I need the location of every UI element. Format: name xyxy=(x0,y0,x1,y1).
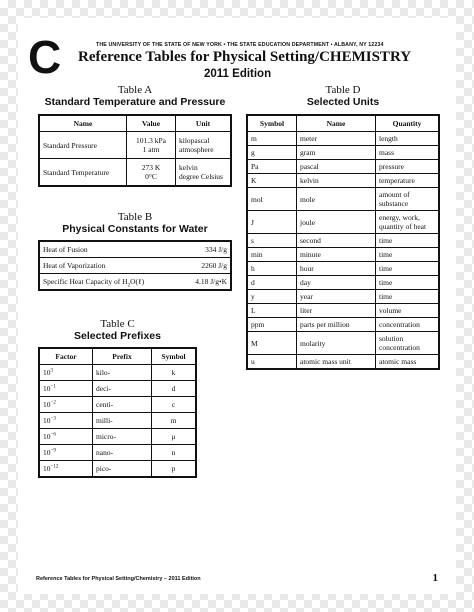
cell-prefix: nano- xyxy=(93,445,152,461)
factor-base: 10 xyxy=(43,400,51,409)
table-c-label: Table C xyxy=(100,318,135,330)
cell-name: pascal xyxy=(297,160,376,174)
cell-unit xyxy=(176,132,232,159)
table-c-header-row xyxy=(39,348,196,365)
cell-symbol: ppm xyxy=(247,318,297,332)
cell-name: second xyxy=(297,234,376,248)
cell-name: molarity xyxy=(297,332,376,355)
document-title: Reference Tables for Physical Setting/CHEMISTRY xyxy=(78,49,412,65)
table-row xyxy=(247,290,439,304)
table-row xyxy=(39,274,231,291)
table-row xyxy=(39,159,231,187)
cell-factor xyxy=(39,365,93,381)
cell-quantity: volume xyxy=(376,304,440,318)
cell-symbol: y xyxy=(247,290,297,304)
edition-label: 2011 Edition xyxy=(204,68,272,80)
factor-base: 10 xyxy=(43,432,51,441)
cell-prefix: kilo- xyxy=(93,365,152,381)
value-line: 101.3 kPa xyxy=(136,136,166,145)
cell-quantity: time xyxy=(376,262,440,276)
table-a-col-name: Name xyxy=(39,115,127,132)
cell-name: minute xyxy=(297,248,376,262)
cell-quantity: mass xyxy=(376,146,440,160)
cell-symbol: h xyxy=(247,262,297,276)
name-part: Specific Heat Capacity of H xyxy=(43,276,128,286)
cell-name: Standard Pressure xyxy=(39,132,127,159)
table-d-header-row xyxy=(247,115,439,132)
table-row xyxy=(247,174,439,188)
cell-factor xyxy=(39,461,93,478)
cell-quantity: time xyxy=(376,234,440,248)
cell-quantity: amount of substance xyxy=(376,188,440,211)
unit-line: degree Celsius xyxy=(179,172,223,181)
table-row xyxy=(247,332,439,355)
table-row xyxy=(247,146,439,160)
cell-factor xyxy=(39,381,93,397)
factor-exponent: 3 xyxy=(50,368,53,374)
table-row xyxy=(247,234,439,248)
table-row xyxy=(247,211,439,234)
cell-name: liter xyxy=(297,304,376,318)
university-line: THE UNIVERSITY OF THE STATE OF NEW YORK • THE STATE EDUCATION DEPARTMENT • ALBANY, NY 12234 xyxy=(96,42,384,48)
cell-symbol: g xyxy=(247,146,297,160)
cell-quantity: solution concentration xyxy=(376,332,440,355)
table-row xyxy=(247,248,439,262)
table-row xyxy=(39,429,196,445)
table-row xyxy=(39,258,231,274)
cell-symbol: d xyxy=(152,381,197,397)
table-c xyxy=(38,347,197,478)
table-row xyxy=(247,318,439,332)
table-d-col-quantity: Quantity xyxy=(376,115,440,132)
section-letter: C xyxy=(28,31,62,83)
cell-prefix: deci- xyxy=(93,381,152,397)
cell-quantity: concentration xyxy=(376,318,440,332)
factor-exponent: −3 xyxy=(50,416,56,422)
table-c-col-prefix: Prefix xyxy=(93,348,152,365)
cell-symbol: min xyxy=(247,248,297,262)
unit-line: kelvin xyxy=(179,163,198,172)
cell-quantity: length xyxy=(376,132,440,146)
document-page xyxy=(18,18,456,594)
table-row xyxy=(39,365,196,381)
table-row xyxy=(39,132,231,159)
table-d-col-name: Name xyxy=(297,115,376,132)
table-a-col-unit: Unit xyxy=(176,115,232,132)
cell-factor xyxy=(39,429,93,445)
cell-name: day xyxy=(297,276,376,290)
table-row xyxy=(39,413,196,429)
table-d-col-symbol: Symbol xyxy=(247,115,297,132)
subscript: 2 xyxy=(127,283,131,289)
cell-symbol: μ xyxy=(152,429,197,445)
cell-symbol: m xyxy=(247,132,297,146)
table-row xyxy=(39,381,196,397)
cell-value xyxy=(127,132,176,159)
cell-factor xyxy=(39,397,93,413)
cell-symbol: M xyxy=(247,332,297,355)
cell-symbol: L xyxy=(247,304,297,318)
table-a-label: Table A xyxy=(117,84,153,96)
cell-prefix: centi- xyxy=(93,397,152,413)
cell-symbol: J xyxy=(247,211,297,234)
table-b-label: Table B xyxy=(117,211,153,223)
table-d-title: Selected Units xyxy=(306,96,380,108)
cell-name: hour xyxy=(297,262,376,276)
factor-exponent: −2 xyxy=(50,400,56,406)
value-line: 1 atm xyxy=(142,145,160,154)
factor-exponent: −1 xyxy=(50,384,56,390)
factor-base: 10 xyxy=(43,448,51,457)
factor-base: 10 xyxy=(43,384,51,393)
table-row xyxy=(39,445,196,461)
cell-prefix: pico- xyxy=(93,461,152,478)
table-row xyxy=(247,304,439,318)
cell-quantity: energy, work, quantity of heat xyxy=(376,211,440,234)
table-a-title: Standard Temperature and Pressure xyxy=(44,96,226,108)
table-row xyxy=(247,160,439,174)
table-a xyxy=(38,114,232,187)
cell-name: Heat of Vaporization xyxy=(39,258,180,274)
cell-value: 4.18 J/g•K xyxy=(180,274,231,291)
cell-name: parts per million xyxy=(297,318,376,332)
cell-unit xyxy=(176,159,232,187)
cell-quantity: pressure xyxy=(376,160,440,174)
cell-quantity: time xyxy=(376,276,440,290)
table-row xyxy=(247,262,439,276)
factor-base: 10 xyxy=(43,368,51,377)
cell-symbol: d xyxy=(247,276,297,290)
cell-symbol: s xyxy=(247,234,297,248)
table-b xyxy=(38,240,232,291)
cell-name: joule xyxy=(297,211,376,234)
table-d xyxy=(246,114,440,370)
cell-symbol: Pa xyxy=(247,160,297,174)
cell-symbol: c xyxy=(152,397,197,413)
table-c-title: Selected Prefixes xyxy=(74,330,161,342)
footer-text: Reference Tables for Physical Setting/Chemistry – 2011 Edition xyxy=(36,576,201,582)
table-b-heading xyxy=(38,211,232,236)
cell-factor xyxy=(39,445,93,461)
table-c-col-factor: Factor xyxy=(39,348,93,365)
table-row xyxy=(39,241,231,258)
factor-base: 10 xyxy=(43,416,51,425)
cell-symbol: u xyxy=(247,355,297,370)
cell-value: 334 J/g xyxy=(180,241,231,258)
unit-line: atmosphere xyxy=(179,145,214,154)
factor-exponent: −6 xyxy=(50,432,56,438)
cell-symbol: p xyxy=(152,461,197,478)
cell-symbol: m xyxy=(152,413,197,429)
cell-symbol: mol xyxy=(247,188,297,211)
table-row xyxy=(39,397,196,413)
cell-symbol: n xyxy=(152,445,197,461)
table-row xyxy=(247,188,439,211)
page-number: 1 xyxy=(432,572,438,584)
cell-value: 2260 J/g xyxy=(180,258,231,274)
cell-prefix: milli- xyxy=(93,413,152,429)
cell-name: Standard Temperature xyxy=(39,159,127,187)
cell-name: year xyxy=(297,290,376,304)
cell-name: kelvin xyxy=(297,174,376,188)
table-c-col-symbol: Symbol xyxy=(152,348,197,365)
cell-name: meter xyxy=(297,132,376,146)
table-b-title: Physical Constants for Water xyxy=(62,223,208,235)
table-a-heading xyxy=(38,84,232,109)
value-line: 0°C xyxy=(145,172,157,181)
cell-value xyxy=(127,159,176,187)
unit-line: kilopascal xyxy=(179,136,210,145)
cell-symbol: k xyxy=(152,365,197,381)
cell-name xyxy=(39,274,180,291)
factor-exponent: −12 xyxy=(50,464,59,470)
cell-quantity: time xyxy=(376,248,440,262)
cell-symbol: K xyxy=(247,174,297,188)
cell-name: Heat of Fusion xyxy=(39,241,180,258)
table-d-label: Table D xyxy=(325,84,361,96)
value-line: 273 K xyxy=(141,163,161,172)
cell-name: atomic mass unit xyxy=(297,355,376,370)
cell-quantity: temperature xyxy=(376,174,440,188)
table-c-heading xyxy=(38,318,197,343)
cell-factor xyxy=(39,413,93,429)
table-row xyxy=(247,355,439,370)
cell-prefix: micro- xyxy=(93,429,152,445)
cell-quantity: time xyxy=(376,290,440,304)
table-row xyxy=(247,276,439,290)
cell-name: gram xyxy=(297,146,376,160)
table-row xyxy=(39,461,196,478)
name-part: O(ℓ) xyxy=(130,276,145,286)
cell-name: mole xyxy=(297,188,376,211)
table-row xyxy=(247,132,439,146)
table-a-header-row xyxy=(39,115,231,132)
table-a-col-value: Value xyxy=(127,115,176,132)
factor-base: 10 xyxy=(43,464,51,473)
table-d-heading xyxy=(246,84,440,109)
factor-exponent: −9 xyxy=(50,448,56,454)
cell-quantity: atomic mass xyxy=(376,355,440,370)
